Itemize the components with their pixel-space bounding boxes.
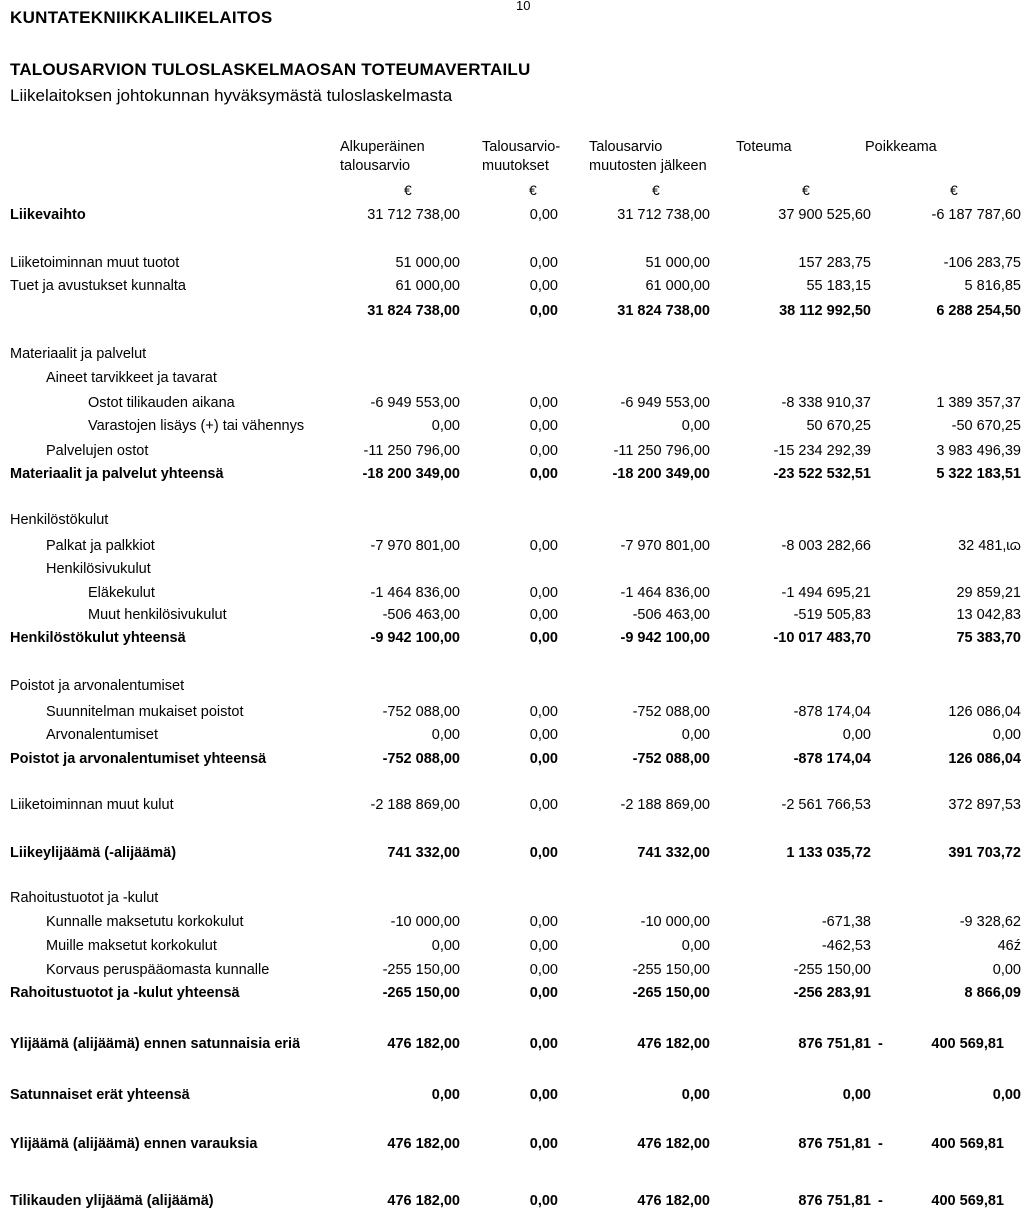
column-unit-budget-changes: €: [529, 182, 537, 198]
row-label: Suunnitelman mukaiset poistot: [46, 704, 244, 720]
value-actual: 876 751,81: [798, 1193, 871, 1209]
value-original-budget: 476 182,00: [387, 1036, 460, 1052]
value-original-budget: -255 150,00: [382, 962, 460, 978]
table-row: [0, 395, 1024, 415]
value-original-budget: 0,00: [431, 938, 460, 954]
row-label: Tuet ja avustukset kunnalta: [10, 278, 186, 294]
value-budget-after-changes: 0,00: [681, 418, 710, 434]
value-variance: 46ź: [997, 938, 1021, 954]
value-actual: 50 670,25: [806, 418, 871, 434]
total-row: [0, 751, 1024, 771]
value-budget-after-changes: 0,00: [681, 1087, 710, 1103]
value-original-budget: -1 464 836,00: [370, 585, 460, 601]
value-original-budget: -506 463,00: [382, 607, 460, 623]
value-actual: 0,00: [842, 1087, 871, 1103]
column-unit-original-budget: €: [404, 182, 412, 198]
value-budget-after-changes: 61 000,00: [645, 278, 710, 294]
value-budget-after-changes: -9 942 100,00: [620, 630, 710, 646]
row-label: Liiketoiminnan muut tuotot: [10, 255, 180, 271]
value-original-budget: -7 970 801,00: [370, 538, 460, 554]
total-row: [0, 630, 1024, 650]
value-budget-after-changes: -1 464 836,00: [620, 585, 710, 601]
row-label: Liikevaihto: [10, 207, 86, 223]
value-variance: 391 703,72: [948, 845, 1021, 861]
row-label: Korvaus peruspääomasta kunnalle: [46, 962, 270, 978]
row-label: Liiketoiminnan muut kulut: [10, 797, 174, 813]
value-variance: 0,00: [992, 727, 1021, 743]
section-heading: [0, 346, 1024, 366]
column-header-variance: Poikkeama: [865, 139, 937, 155]
row-label: Rahoitustuotot ja -kulut: [10, 890, 159, 906]
value-original-budget: -9 942 100,00: [370, 630, 460, 646]
value-actual: 55 183,15: [806, 278, 871, 294]
subsection-heading: [0, 370, 1024, 390]
value-actual: -2 561 766,53: [781, 797, 871, 813]
value-budget-changes: 0,00: [529, 207, 558, 223]
table-row: [0, 727, 1024, 747]
value-variance: 400 569,81: [931, 1036, 1004, 1052]
value-actual: -878 174,04: [793, 704, 871, 720]
value-actual: -8 003 282,66: [781, 538, 871, 554]
value-budget-after-changes: 741 332,00: [637, 845, 710, 861]
value-actual: -878 174,04: [793, 751, 871, 767]
row-label: Arvonalentumiset: [46, 727, 159, 743]
value-variance: 8 866,09: [964, 985, 1021, 1001]
row-label: Muille maksetut korkokulut: [46, 938, 217, 954]
value-budget-changes: 0,00: [529, 985, 558, 1001]
value-variance: -6 187 787,60: [931, 207, 1021, 223]
subtotal-row: [0, 303, 1024, 323]
value-budget-changes: 0,00: [529, 303, 558, 319]
value-variance: 32 481,ɩɷ: [958, 538, 1021, 554]
table-row: [0, 704, 1024, 724]
value-original-budget: -752 088,00: [382, 751, 460, 767]
value-variance: 0,00: [992, 962, 1021, 978]
row-label: Materiaalit ja palvelut yhteensä: [10, 466, 224, 482]
value-original-budget: 0,00: [431, 727, 460, 743]
value-budget-changes: 0,00: [529, 255, 558, 271]
value-variance: 5 816,85: [964, 278, 1021, 294]
table-row: [0, 914, 1024, 934]
value-original-budget: -18 200 349,00: [362, 466, 460, 482]
value-budget-after-changes: 476 182,00: [637, 1136, 710, 1152]
table-row: [0, 418, 1024, 438]
table-row: [0, 797, 1024, 817]
value-budget-after-changes: -11 250 796,00: [613, 443, 710, 459]
row-label: Liikeylijäämä (-alijäämä): [10, 845, 177, 861]
column-header-actual: Toteuma: [736, 139, 792, 155]
value-original-budget: 0,00: [431, 1087, 460, 1103]
value-actual: -255 150,00: [793, 962, 871, 978]
value-budget-changes: 0,00: [529, 704, 558, 720]
column-header-budget-after-changes: Talousarvio muutosten jälkeen: [589, 139, 707, 174]
row-label: Ylijäämä (alijäämä) ennen satunnaisia eriä: [10, 1036, 301, 1052]
table-row: [0, 538, 1024, 558]
value-actual: 0,00: [842, 727, 871, 743]
table-row: [0, 207, 1024, 227]
value-original-budget: -2 188 869,00: [370, 797, 460, 813]
value-actual: -1 494 695,21: [781, 585, 871, 601]
value-actual: -256 283,91: [793, 985, 871, 1001]
value-budget-after-changes: -6 949 553,00: [620, 395, 710, 411]
value-budget-changes: 0,00: [529, 914, 558, 930]
value-original-budget: 476 182,00: [387, 1136, 460, 1152]
column-header-original-budget: Alkuperäinen talousarvio: [340, 139, 425, 174]
value-budget-after-changes: 31 712 738,00: [617, 207, 710, 223]
value-budget-changes: 0,00: [529, 466, 558, 482]
row-label: Kunnalle maksetutu korkokulut: [46, 914, 244, 930]
value-budget-changes: 0,00: [529, 607, 558, 623]
value-variance: 29 859,21: [956, 585, 1021, 601]
value-budget-changes: 0,00: [529, 1087, 558, 1103]
dash-mark: -: [878, 1036, 883, 1052]
column-header-budget-changes: Talousarvio- muutokset: [482, 139, 561, 174]
value-original-budget: 0,00: [431, 418, 460, 434]
value-budget-after-changes: 476 182,00: [637, 1193, 710, 1209]
section-heading: [0, 890, 1024, 910]
value-variance: 13 042,83: [956, 607, 1021, 623]
row-label: Palvelujen ostot: [46, 443, 149, 459]
value-budget-after-changes: -752 088,00: [632, 751, 710, 767]
value-budget-changes: 0,00: [529, 727, 558, 743]
value-budget-changes: 0,00: [529, 418, 558, 434]
value-budget-changes: 0,00: [529, 962, 558, 978]
row-label: Eläkekulut: [88, 585, 155, 601]
value-original-budget: 476 182,00: [387, 1193, 460, 1209]
value-budget-after-changes: -18 200 349,00: [612, 466, 710, 482]
page-number: 10: [516, 0, 531, 13]
dash-mark: -: [878, 1193, 883, 1209]
row-label: Rahoitustuotot ja -kulut yhteensä: [10, 985, 240, 1001]
value-budget-after-changes: 31 824 738,00: [617, 303, 710, 319]
dash-mark: -: [878, 1136, 883, 1152]
value-budget-after-changes: -7 970 801,00: [620, 538, 710, 554]
value-variance: 126 086,04: [948, 704, 1021, 720]
value-budget-changes: 0,00: [529, 585, 558, 601]
value-budget-changes: 0,00: [529, 1193, 558, 1209]
value-variance: 5 322 183,51: [936, 466, 1021, 482]
value-variance: 400 569,81: [931, 1136, 1004, 1152]
value-original-budget: -6 949 553,00: [370, 395, 460, 411]
total-row: [0, 1087, 1024, 1107]
value-variance: -106 283,75: [943, 255, 1021, 271]
table-row: [0, 607, 1024, 627]
value-original-budget: -10 000,00: [390, 914, 460, 930]
table-row: [0, 938, 1024, 958]
column-unit-actual: €: [802, 182, 810, 198]
section-heading: [0, 512, 1024, 532]
value-budget-changes: 0,00: [529, 845, 558, 861]
value-variance: 0,00: [992, 1087, 1021, 1103]
total-row: [0, 466, 1024, 486]
row-label: Aineet tarvikkeet ja tavarat: [46, 370, 217, 386]
row-label: Tilikauden ylijäämä (alijäämä): [10, 1193, 214, 1209]
value-actual: 157 283,75: [798, 255, 871, 271]
value-budget-changes: 0,00: [529, 395, 558, 411]
row-label: Muut henkilösivukulut: [88, 607, 227, 623]
table-row: [0, 278, 1024, 298]
total-row: [0, 1193, 1024, 1213]
value-budget-after-changes: 0,00: [681, 727, 710, 743]
row-label: Palkat ja palkkiot: [46, 538, 155, 554]
value-budget-after-changes: -10 000,00: [640, 914, 710, 930]
row-label: Varastojen lisäys (+) tai vähennys: [88, 418, 305, 434]
value-original-budget: 31 824 738,00: [367, 303, 460, 319]
row-label: Poistot ja arvonalentumiset: [10, 678, 185, 694]
value-budget-after-changes: 476 182,00: [637, 1036, 710, 1052]
value-actual: -671,38: [821, 914, 871, 930]
row-label: Henkilösivukulut: [46, 561, 151, 577]
row-label: Henkilöstökulut yhteensä: [10, 630, 186, 646]
value-budget-after-changes: -265 150,00: [632, 985, 710, 1001]
row-label: Ostot tilikauden aikana: [88, 395, 235, 411]
value-actual: 876 751,81: [798, 1036, 871, 1052]
value-variance: 372 897,53: [948, 797, 1021, 813]
value-original-budget: 51 000,00: [395, 255, 460, 271]
value-original-budget: 741 332,00: [387, 845, 460, 861]
value-variance: 1 389 357,37: [936, 395, 1021, 411]
value-variance: 6 288 254,50: [936, 303, 1021, 319]
row-label: Satunnaiset erät yhteensä: [10, 1087, 190, 1103]
column-unit-variance: €: [950, 182, 958, 198]
value-budget-after-changes: -506 463,00: [632, 607, 710, 623]
total-row: [0, 1136, 1024, 1156]
value-actual: -23 522 532,51: [773, 466, 871, 482]
row-label: Ylijäämä (alijäämä) ennen varauksia: [10, 1136, 258, 1152]
row-label: Henkilöstökulut: [10, 512, 109, 528]
page-subtitle: Liikelaitoksen johtokunnan hyväksymästä tuloslaskelmasta: [10, 86, 453, 105]
value-budget-changes: 0,00: [529, 797, 558, 813]
value-budget-after-changes: -752 088,00: [632, 704, 710, 720]
table-row: [0, 443, 1024, 463]
value-original-budget: -11 250 796,00: [363, 443, 460, 459]
value-variance: 3 983 496,39: [936, 443, 1021, 459]
value-actual: -10 017 483,70: [773, 630, 871, 646]
value-budget-changes: 0,00: [529, 278, 558, 294]
page-title: TALOUSARVION TULOSLASKELMAOSAN TOTEUMAVERTAILU: [10, 60, 531, 79]
value-variance: -9 328,62: [959, 914, 1021, 930]
table-row: [0, 585, 1024, 605]
value-variance: -50 670,25: [951, 418, 1021, 434]
value-budget-after-changes: 51 000,00: [645, 255, 710, 271]
value-actual: -15 234 292,39: [773, 443, 871, 459]
value-budget-after-changes: -255 150,00: [632, 962, 710, 978]
value-budget-after-changes: -2 188 869,00: [620, 797, 710, 813]
value-actual: -519 505,83: [793, 607, 871, 623]
value-budget-changes: 0,00: [529, 1136, 558, 1152]
value-actual: 37 900 525,60: [778, 207, 871, 223]
column-unit-budget-after-changes: €: [652, 182, 660, 198]
row-label: Materiaalit ja palvelut: [10, 346, 147, 362]
value-budget-after-changes: 0,00: [681, 938, 710, 954]
value-budget-changes: 0,00: [529, 938, 558, 954]
value-budget-changes: 0,00: [529, 1036, 558, 1052]
value-budget-changes: 0,00: [529, 538, 558, 554]
value-actual: -8 338 910,37: [781, 395, 871, 411]
section-heading: [0, 678, 1024, 698]
row-label: Poistot ja arvonalentumiset yhteensä: [10, 751, 267, 767]
table-row: [0, 962, 1024, 982]
value-budget-changes: 0,00: [529, 630, 558, 646]
value-budget-changes: 0,00: [529, 751, 558, 767]
value-budget-changes: 0,00: [529, 443, 558, 459]
value-variance: 75 383,70: [956, 630, 1021, 646]
total-row: [0, 985, 1024, 1005]
value-original-budget: -752 088,00: [382, 704, 460, 720]
total-row: [0, 845, 1024, 865]
value-actual: 38 112 992,50: [779, 303, 871, 319]
table-row: [0, 255, 1024, 275]
subsection-heading: [0, 561, 1024, 581]
value-original-budget: 61 000,00: [395, 278, 460, 294]
value-variance: 126 086,04: [948, 751, 1021, 767]
value-actual: 1 133 035,72: [786, 845, 871, 861]
value-variance: 400 569,81: [931, 1193, 1004, 1209]
organization-name: KUNTATEKNIIKKALIIKELAITOS: [10, 8, 273, 27]
value-actual: -462,53: [821, 938, 871, 954]
value-original-budget: -265 150,00: [382, 985, 460, 1001]
value-original-budget: 31 712 738,00: [367, 207, 460, 223]
total-row: [0, 1036, 1024, 1056]
value-actual: 876 751,81: [798, 1136, 871, 1152]
